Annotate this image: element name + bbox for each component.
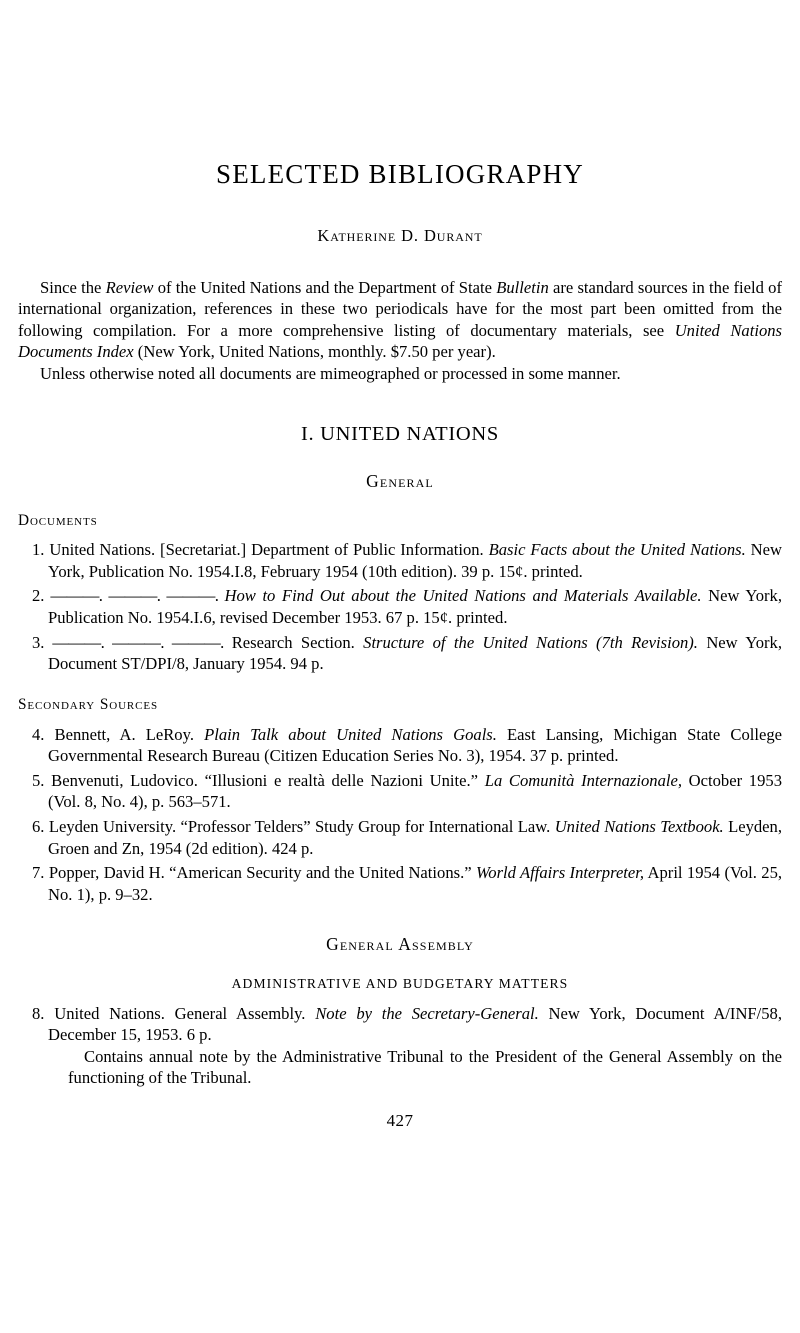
entry-text-a: Research Section. [231,632,364,652]
page-title: SELECTED BIBLIOGRAPHY [216,159,584,189]
intro-p1-text-a: Since the [40,277,106,297]
subheading-general: General [366,471,434,492]
list-item [18,862,782,905]
document-page [18,0,782,1333]
entry-number: 7. [32,863,45,883]
intro-p1-text-b: of the United Nations and the Department of State [153,277,497,297]
list-item [18,816,782,859]
entry-number: 8. [32,1003,45,1023]
entry-text-b: East Lansing, Michigan State College Governmental Research Bureau (Citizen Education Series No. 3), 1954. 37 p. printed. [48,724,783,766]
bibliography-list-secondary-sources [18,724,782,906]
entry-text-a: United Nations. [Secretariat.] Department of Public Information. [44,540,489,560]
entry-journal-italic: World Affairs Interpreter, [475,863,645,883]
intro-p1-italic-undocs-index: United Nations Documents Index [18,320,783,362]
entry-number: 5. [32,770,45,790]
entry-text-b: April 1954 (Vol. 25, No. 1), p. 9–32. [48,863,783,904]
entry-text-a: Leyden University. “Professor Telders” Study Group for International Law. [44,817,555,837]
entry-text-a: Bennett, A. LeRoy. [44,724,205,744]
introduction-block [18,277,782,385]
entry-text-a: Popper, David H. “American Security and the United Nations.” [44,863,476,883]
entry-title-italic: United Nations Textbook. [554,817,724,837]
entry-title-italic: Basic Facts about the United Nations. [488,540,746,560]
entry-number: 6. [32,817,45,837]
list-item [18,585,782,628]
list-item [18,770,782,813]
repeat-author-dashes: ———. ———. ———. [44,586,225,606]
entry-title-italic: Note by the Secretary-General. [315,1003,539,1023]
entry-title-italic: Structure of the United Nations (7th Revision). [363,632,698,652]
entry-title-italic: Plain Talk about United Nations Goals. [204,724,497,744]
entry-text-a: Benvenuti, Ludovico. “Illusioni e realtà delle Nazioni Unite.” [44,770,485,790]
intro-p1-text-c: are standard sources in the field of international organization, references in these two periodicals have for the most part been omitted from the following compilation. For a more comprehensive listing of documentary materials, see [18,277,782,340]
intro-p1-italic-review: Review [105,277,154,297]
entry-number: 1. [32,540,45,560]
entry-journal-italic: La Comunità Internazionale, [484,770,682,790]
group-heading-documents: Documents [18,512,98,530]
entry-title-italic: How to Find Out about the United Nations and Materials Available. [224,586,702,606]
entry-number: 3. [32,632,45,652]
entry-text-a: United Nations. General Assembly. [44,1003,316,1023]
subheading-general-assembly: General Assembly [326,934,474,955]
list-item [18,724,782,767]
author-byline: Katherine D. Durant [317,225,483,245]
intro-p1-text-d: (New York, United Nations, monthly. $7.50 per year). [133,342,496,362]
list-item [18,539,782,582]
entry-number: 4. [32,724,45,744]
entry-text-b: New York, Document A/INF/58, December 15, 1953. 6 p. [48,1003,783,1045]
intro-p1-italic-bulletin: Bulletin [496,277,549,297]
group-heading-secondary-sources: Secondary Sources [18,695,159,713]
intro-paragraph-1 [18,277,782,363]
entry-number: 2. [32,586,45,606]
bibliography-list-general-assembly [18,1003,782,1046]
entry-text-b: New York, Publication No. 1954.I.6, revised December 1953. 67 p. 15¢. printed. [48,586,782,628]
entry-annotation: Contains annual note by the Administrative Tribunal to the President of the General Assembly on the functioning of the Tribunal. [68,1046,782,1088]
entry-text-b: Leyden, Groen and Zn, 1954 (2d edition). 424 p. [48,817,782,858]
section-heading-united-nations: I. UNITED NATIONS [300,422,500,445]
entry-text-b: New York, Document ST/DPI/8, January 1954. 94 p. [48,632,782,674]
entry-text-b: October 1953 (Vol. 8, No. 4), p. 563–571. [48,770,782,812]
list-item [18,632,782,675]
list-item [18,1003,782,1046]
topic-heading-administrative-budgetary: ADMINISTRATIVE AND BUDGETARY MATTERS [231,975,569,991]
repeat-author-dashes: ———. ———. ———. [44,632,232,652]
page-number: 427 [386,1110,414,1130]
entry-text-b: New York, Publication No. 1954.I.8, February 1954 (10th edition). 39 p. 15¢. printed. [48,540,782,581]
intro-paragraph-2: Unless otherwise noted all documents are mimeographed or processed in some manner. [40,364,621,384]
bibliography-list-documents [18,539,782,675]
